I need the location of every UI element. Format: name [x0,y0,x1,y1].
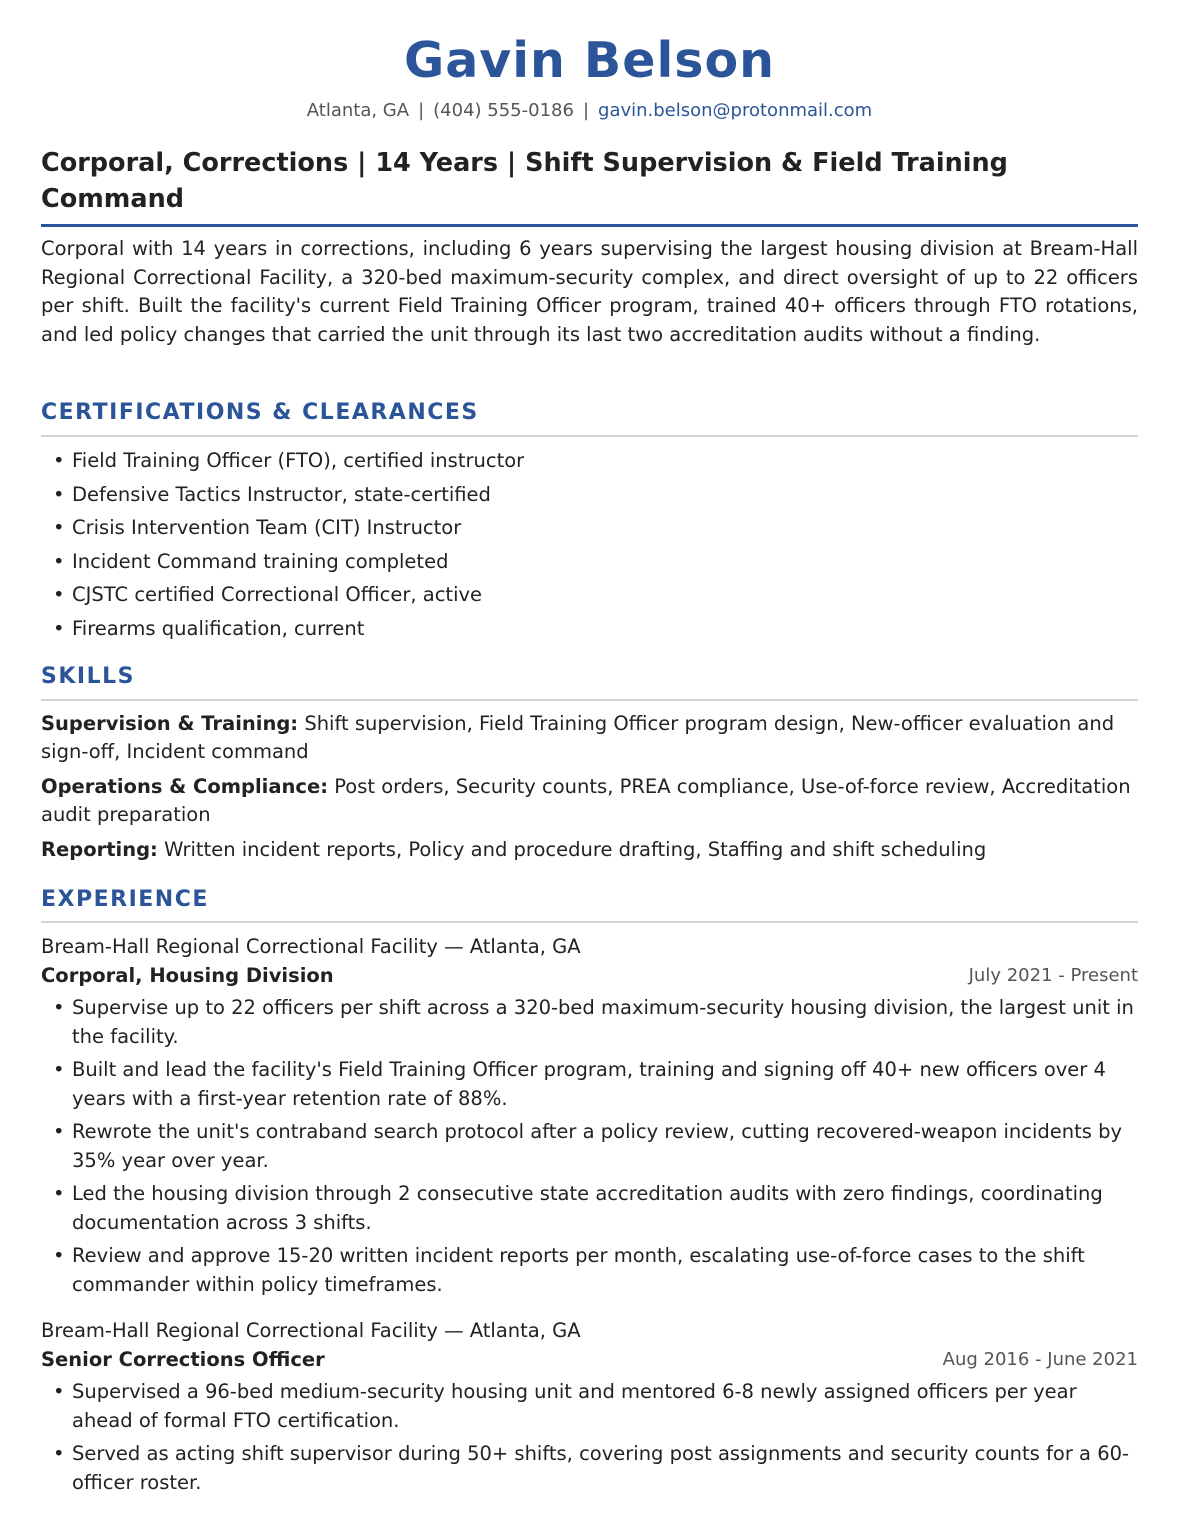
list-item: • Supervise up to 22 officers per shift across a 320-bed maximum-security housing division, the largest unit in the facility. [53,996,1134,1048]
list-item: • Incident Command training completed [53,549,449,573]
job-entry [41,1317,1138,1502]
list-item: • Firearms qualification, current [53,616,365,640]
job-title: Senior Corrections Officer [41,1348,325,1371]
section-divider [41,435,1138,437]
list-item: • Built and lead the facility's Field Training Officer program, training and signing off 40+ new officers over 4 years with a first-year retention rate of 88%. [53,1058,1106,1110]
job-company: Bream-Hall Regional Correctional Facility — Atlanta, GA [41,1319,581,1342]
list-item: • Field Training Officer (FTO), certified instructor [53,449,525,472]
certification-text: Field Training Officer (FTO), certified instructor [72,449,525,472]
contact-separator: | [418,100,425,121]
certification-text: CJSTC certified Correctional Officer, active [72,583,483,607]
skill-category: Reporting: [41,838,158,861]
certification-text: Incident Command training completed [72,549,449,573]
certification-text: Defensive Tactics Instructor, state-certified [72,482,491,506]
list-item: • Review and approve 15-20 written incident reports per month, escalating use-of-force cases to the shift commander within policy timeframes. [53,1244,1085,1296]
skill-group [41,836,1138,864]
contact-phone: (404) 555-0186 [433,100,574,121]
contact-location: Atlanta, GA [306,100,410,121]
job-company: Bream-Hall Regional Correctional Facility — Atlanta, GA [41,935,581,958]
skills-list [41,710,1138,871]
job-dates: July 2021 - Present [968,965,1138,986]
candidate-name: Gavin Belson [403,32,776,89]
list-item: • Supervised a 96-bed medium-security housing unit and mentored 6-8 newly assigned officers per year ahead of formal FTO certification. [53,1380,1077,1432]
section-title-skills: SKILLS [41,664,135,689]
section-divider [41,921,1138,923]
list-item: • Crisis Intervention Team (CIT) Instructor [53,516,462,540]
skill-group [41,773,1138,829]
certification-text: Crisis Intervention Team (CIT) Instructor [72,516,462,540]
job-bullet-text: Supervised a 96-bed medium-security housing unit and mentored 6-8 newly assigned officers per year ahead of formal FTO certification. [72,1380,1077,1432]
job-title: Corporal, Housing Division [41,964,334,987]
list-item: • CJSTC certified Correctional Officer, active [53,583,483,607]
list-item: • Rewrote the unit's contraband search protocol after a policy review, cutting recovered-weapon incidents by 35% year over year. [53,1120,1123,1172]
job-bullet-text: Review and approve 15-20 written incident reports per month, escalating use-of-force cases to the shift commander within policy timeframes. [72,1244,1085,1296]
job-role-row [41,961,1138,990]
list-item: • Defensive Tactics Instructor, state-certified [53,482,491,506]
job-entry [41,933,1138,1304]
job-role-row [41,1345,1138,1374]
contact-line [41,99,1138,123]
list-item: • Led the housing division through 2 consecutive state accreditation audits with zero findings, coordinating documentation across 3 shifts. [53,1182,1103,1234]
skill-category: Operations & Compliance: [41,775,328,798]
job-bullet-text: Built and lead the facility's Field Training Officer program, training and signing off 40+ new officers over 4 years with a first-year retention rate of 88%. [72,1058,1106,1110]
professional-summary: Corporal with 14 years in corrections, including 6 years supervising the largest housing division at Bream-Hall Regional Correctional Facility, a 320-bed maximum-security complex, and direct oversight of up to 22 officers per shift. Built the facility's current Field Training Officer program, trained 40+ officers through FTO rotations, and led policy changes that carried the unit through its last two accreditation audits without a finding. [41,237,1138,346]
section-title-experience: EXPERIENCE [41,887,209,912]
contact-email-link[interactable]: gavin.belson@protonmail.com [598,100,873,121]
job-bullets [41,994,1138,1299]
headline-divider [41,224,1138,227]
list-item: • Served as acting shift supervisor during 50+ shifts, covering post assignments and security counts for a 60-officer roster. [53,1442,1130,1494]
job-bullet-text: Supervise up to 22 officers per shift across a 320-bed maximum-security housing division, the largest unit in the facility. [72,996,1134,1048]
section-title-certifications: CERTIFICATIONS & CLEARANCES [41,400,479,425]
job-bullets [41,1378,1138,1497]
skill-items: Post orders, Security counts, PREA compliance, Use-of-force review, Accreditation audit preparation [41,775,1131,826]
job-dates: Aug 2016 - June 2021 [942,1349,1138,1370]
skill-category: Supervision & Training: [41,712,299,735]
job-bullet-text: Led the housing division through 2 consecutive state accreditation audits with zero findings, coordinating documentation across 3 shifts. [72,1182,1103,1234]
certification-text: Firearms qualification, current [72,616,365,640]
job-bullet-text: Rewrote the unit's contraband search protocol after a policy review, cutting recovered-weapon incidents by 35% year over year. [72,1120,1123,1172]
contact-separator: | [582,100,590,121]
resume-headline: Corporal, Corrections | 14 Years | Shift Supervision & Field Training Command [41,148,1008,214]
skill-items: Written incident reports, Policy and procedure drafting, Staffing and shift scheduling [164,838,987,861]
skill-items: Shift supervision, Field Training Officer program design, New-officer evaluation and sign-off, Incident command [41,712,1115,763]
skill-group [41,710,1138,766]
job-bullet-text: Served as acting shift supervisor during 50+ shifts, covering post assignments and security counts for a 60-officer roster. [72,1442,1130,1494]
section-divider [41,699,1138,701]
certifications-list [41,447,1138,649]
